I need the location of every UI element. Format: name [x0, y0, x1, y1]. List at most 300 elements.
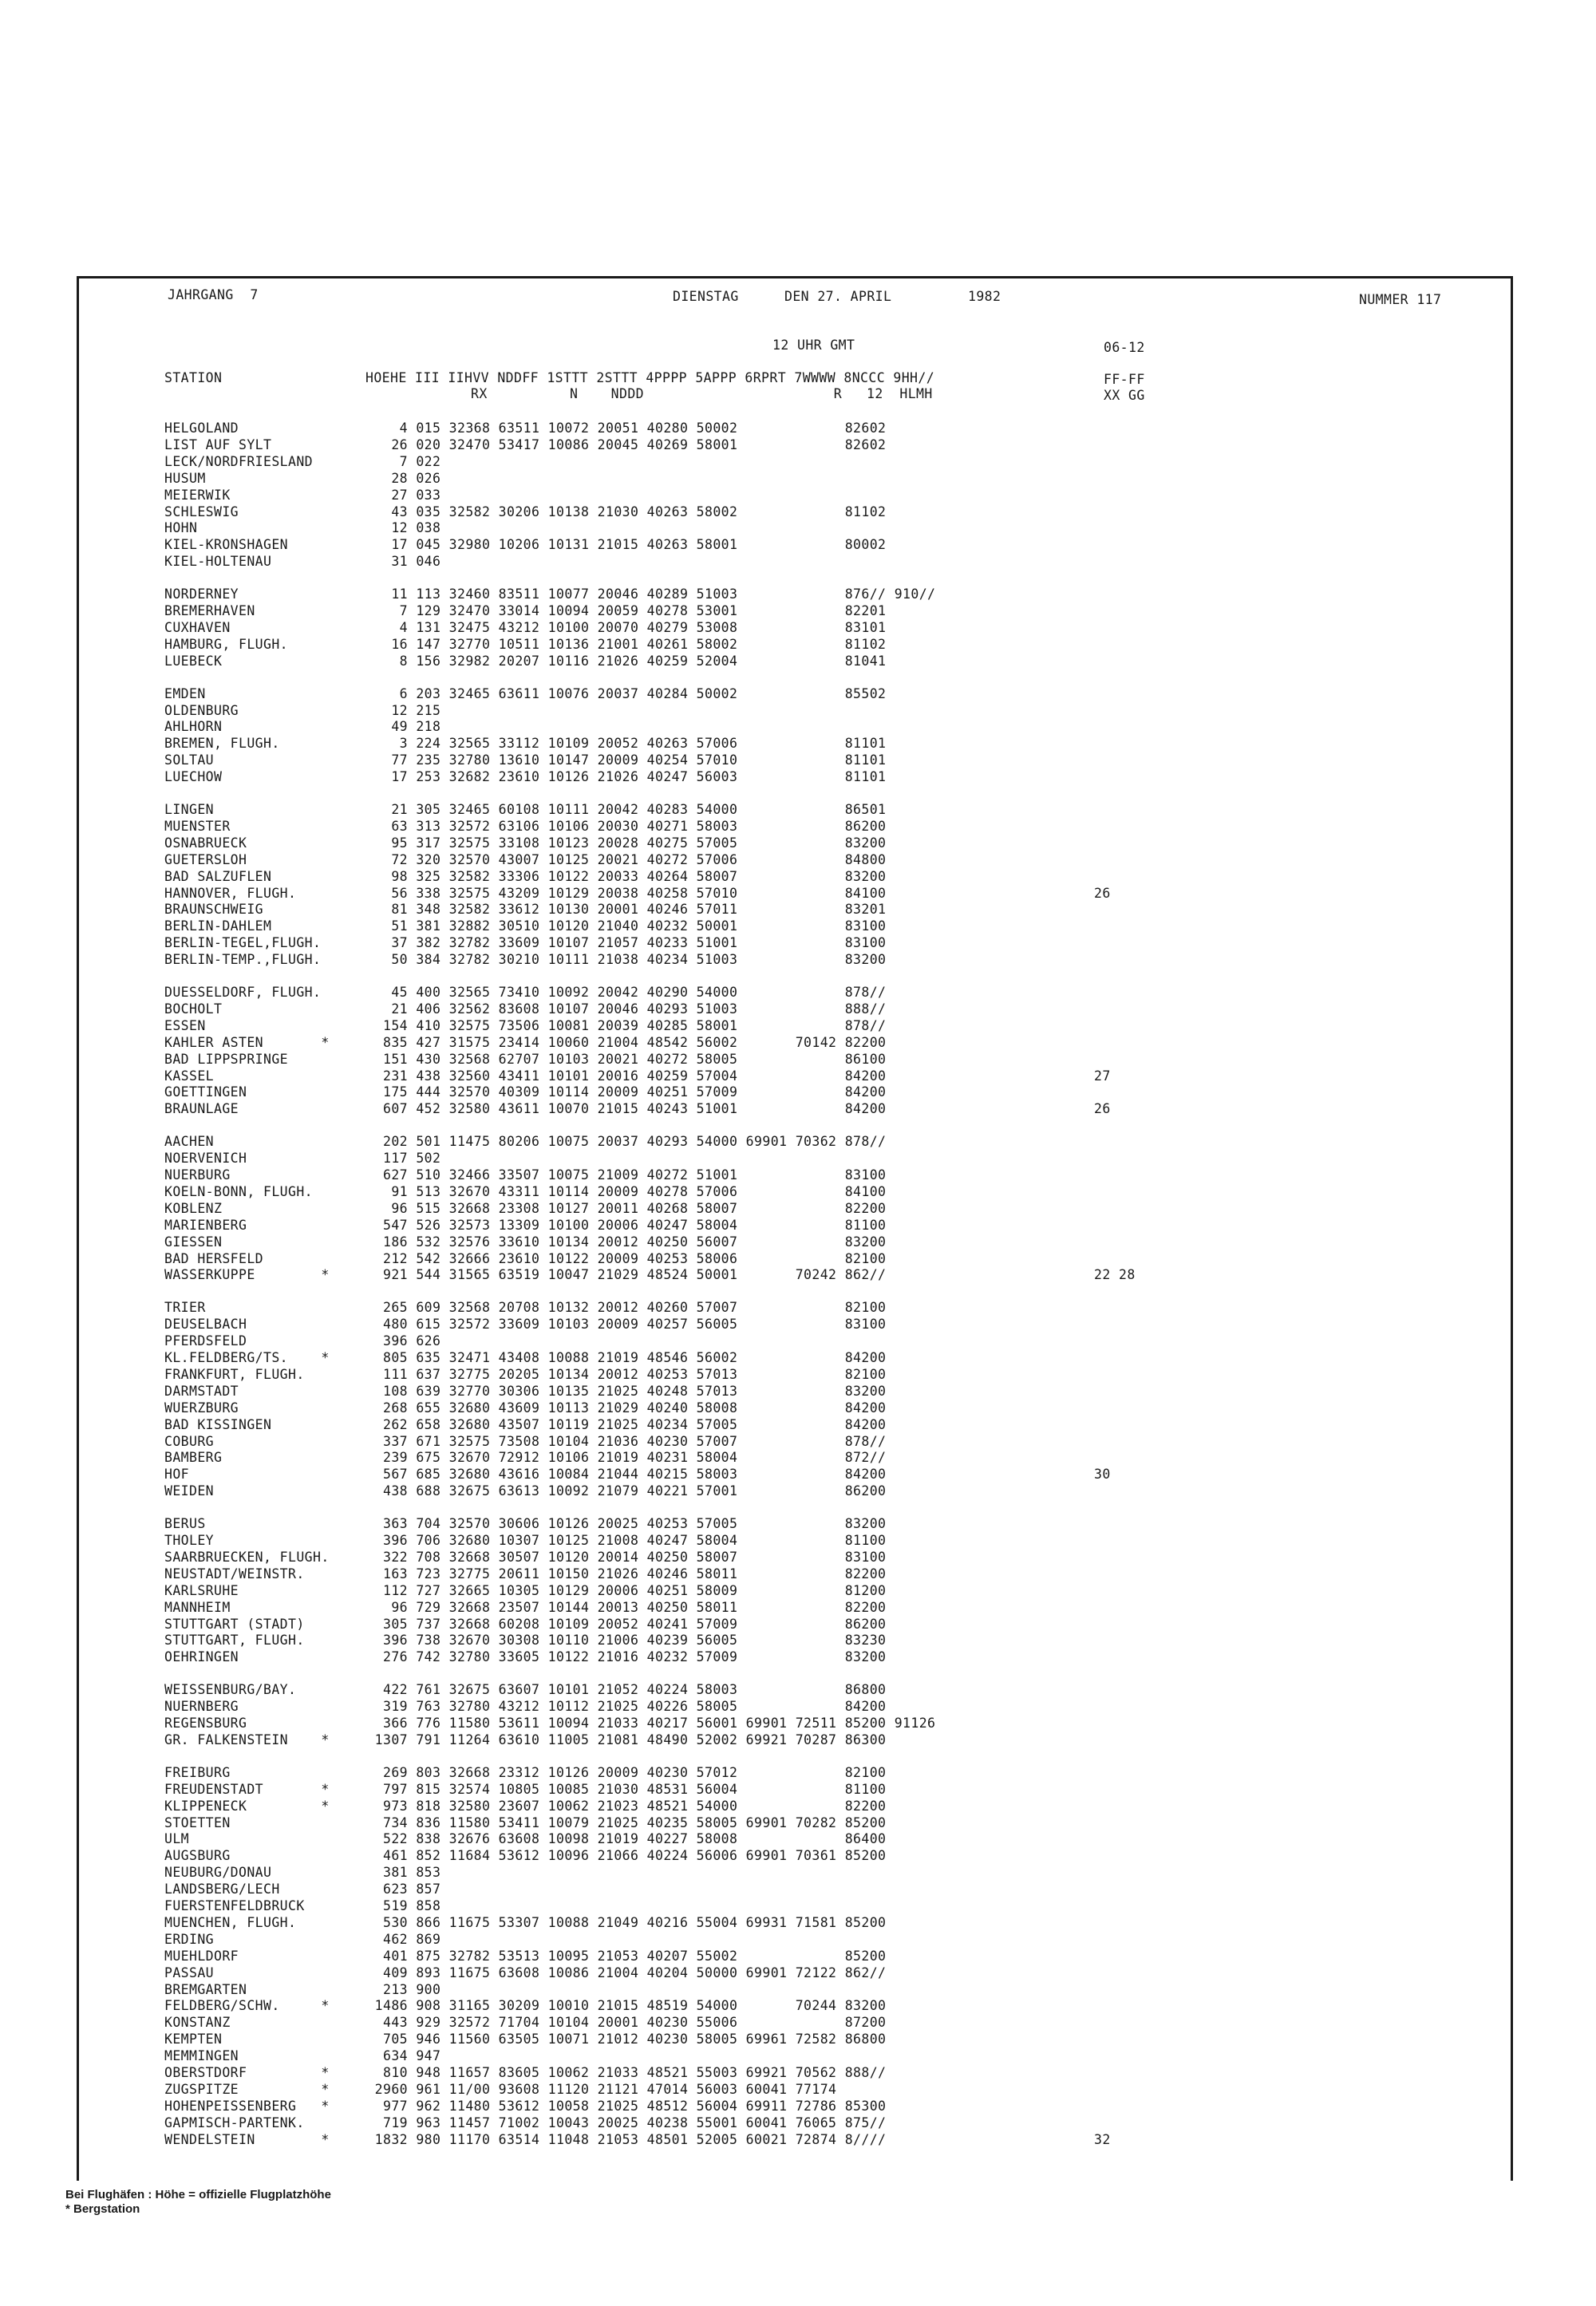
elevation-value: 111 — [382, 1366, 408, 1382]
observation-codes: 544 31565 63519 10047 21029 48524 50001 70242 862// — [408, 1267, 887, 1283]
station-elevation — [383, 1699, 886, 1715]
observation-codes: 502 — [408, 1151, 441, 1167]
elevation-value: 262 — [382, 1416, 408, 1432]
station-name: KOELN-BONN, FLUGH. — [164, 1183, 314, 1199]
elevation-value: 977 — [382, 2098, 408, 2114]
station-elevation — [391, 504, 886, 520]
station-elevation — [383, 1101, 886, 1117]
elevation-value: 530 — [382, 1914, 408, 1930]
observation-codes: 033 — [408, 487, 441, 503]
observation-codes: 708 32668 30507 10120 20014 40250 58007 83100 — [408, 1549, 887, 1565]
station-elevation — [383, 2065, 886, 2081]
station-name: FELDBERG/SCHW. * — [164, 1998, 330, 2014]
station-elevation — [383, 1417, 886, 1433]
elevation-value: 480 — [382, 1317, 408, 1333]
code-columns-subheader: RX N NDDD R 12 HLMH — [471, 386, 933, 401]
elevation-value: 81 — [391, 902, 408, 918]
station-elevation — [391, 586, 935, 602]
station-name: KASSEL — [164, 1068, 215, 1084]
elevation-value: 212 — [382, 1250, 408, 1266]
observation-codes: 320 32570 43007 10125 20021 40272 57006 84800 — [408, 851, 887, 867]
elevation-value: 319 — [382, 1699, 408, 1715]
elevation-value: 3 — [399, 736, 408, 752]
station-name: HAMBURG, FLUGH. — [164, 636, 289, 652]
station-name: THOLEY — [164, 1533, 215, 1548]
observation-codes: 427 31575 23414 10060 21004 48542 56002 70142 82200 — [408, 1034, 887, 1050]
station-elevation — [391, 802, 886, 818]
station-name: MARIENBERG — [164, 1217, 247, 1233]
observation-codes: 761 32675 63607 10101 21052 40224 58003 86800 — [408, 1682, 887, 1698]
observation-codes: 156 32982 20207 10116 21026 40259 52004 81041 — [408, 653, 887, 669]
station-name: MUENCHEN, FLUGH. — [164, 1914, 297, 1930]
date-label: DEN 27. APRIL — [784, 289, 892, 304]
observation-codes: 818 32580 23607 10062 21023 48521 54000 82200 — [408, 1798, 887, 1814]
elevation-value: 810 — [382, 2065, 408, 2080]
station-name: NUERNBERG — [164, 1699, 239, 1715]
station-elevation — [391, 719, 440, 735]
station-name: HUSUM — [164, 470, 206, 486]
station-elevation — [383, 1882, 440, 1897]
station-name: FREIBURG — [164, 1764, 231, 1780]
observation-codes: 510 32466 33507 10075 21009 40272 51001 83100 — [408, 1167, 887, 1183]
station-name: KIEL-KRONSHAGEN — [164, 537, 289, 553]
station-name: HOHN — [164, 520, 198, 536]
station-elevation — [383, 1583, 886, 1599]
observation-codes: 869 — [408, 1931, 441, 1947]
observation-codes: 637 32775 20205 10134 20012 40253 57013 82100 — [408, 1366, 887, 1382]
station-elevation — [383, 1068, 886, 1084]
observation-codes: 218 — [408, 719, 441, 735]
station-name: MEIERWIK — [164, 487, 231, 503]
observation-codes: 948 11657 83605 10062 21033 48521 55003 69921 70562 888// — [408, 2065, 887, 2080]
year-label: 1982 — [968, 289, 1001, 304]
observation-codes: 452 32580 43611 10070 21015 40243 51001 84200 — [408, 1101, 887, 1117]
elevation-value: 443 — [382, 2015, 408, 2031]
observation-codes: 946 11560 63505 10071 21012 40230 58005 69961 72582 86800 — [408, 2032, 887, 2047]
elevation-value: 461 — [382, 1848, 408, 1864]
station-elevation — [383, 1533, 886, 1549]
day-label: DIENSTAG — [673, 289, 739, 304]
station-elevation — [391, 752, 886, 768]
station-elevation — [383, 1300, 886, 1316]
observation-codes: 838 32676 63608 10098 21019 40227 58008 86400 — [408, 1831, 887, 1847]
elevation-value: 231 — [382, 1068, 408, 1084]
elevation-value: 175 — [382, 1084, 408, 1100]
station-name: AUGSBURG — [164, 1848, 231, 1864]
station-name: BAD LIPPSPRINGE — [164, 1051, 289, 1067]
observation-codes: 706 32680 10307 10125 21008 40247 58004 81100 — [408, 1533, 887, 1548]
observation-codes: 947 — [408, 2048, 441, 2064]
observation-codes: 704 32570 30606 10126 20025 40253 57005 83200 — [408, 1516, 887, 1532]
station-elevation — [391, 1201, 886, 1217]
observation-codes: 857 — [408, 1882, 441, 1897]
observation-codes: 382 32782 33609 10107 21057 40233 51001 83100 — [408, 935, 887, 951]
station-elevation — [383, 1333, 440, 1349]
station-name: LIST AUF SYLT — [164, 436, 272, 452]
elevation-value: 268 — [382, 1400, 408, 1416]
observation-codes: 961 11/00 93608 11120 21121 47014 56003 60041 77174 — [408, 2081, 837, 2097]
observation-codes: 836 11580 53411 10079 21025 40235 58005 69901 70282 85200 — [408, 1814, 887, 1830]
station-elevation — [391, 835, 886, 851]
station-elevation — [383, 1151, 440, 1167]
station-name: SOLTAU — [164, 752, 215, 768]
observation-codes: 305 32465 60108 10111 20042 40283 54000 86501 — [408, 802, 887, 817]
ff-value: 27 — [1094, 1068, 1111, 1084]
station-elevation — [375, 2132, 887, 2148]
observation-codes: 609 32568 20708 10132 20012 40260 57007 82100 — [408, 1300, 887, 1316]
station-elevation — [383, 1949, 886, 1964]
station-name: OLDENBURG — [164, 702, 239, 718]
station-elevation — [391, 703, 440, 719]
elevation-value: 627 — [382, 1167, 408, 1183]
station-name: BAD HERSFELD — [164, 1250, 264, 1266]
station-elevation — [391, 1001, 886, 1017]
observation-codes: 866 11675 53307 10088 21049 40216 55004 69931 71581 85200 — [408, 1914, 887, 1930]
station-name: KIEL-HOLTENAU — [164, 554, 272, 570]
station-name: BREMEN, FLUGH. — [164, 736, 280, 752]
station-elevation — [383, 1932, 440, 1948]
station-name: WENDELSTEIN * — [164, 2131, 330, 2147]
observation-codes: 045 32980 10206 10131 21015 40263 58001 80002 — [408, 537, 887, 553]
observation-codes: 235 32780 13610 10147 20009 40254 57010 81101 — [408, 752, 887, 768]
elevation-value: 8 — [399, 653, 408, 669]
elevation-value: 4 — [399, 619, 408, 635]
elevation-value: 269 — [382, 1764, 408, 1780]
station-elevation — [391, 1184, 886, 1200]
observation-codes: 962 11480 53612 10058 21025 48512 56004 69911 72786 85300 — [408, 2098, 887, 2114]
elevation-value: 462 — [382, 1931, 408, 1947]
observation-codes: 532 32576 33610 10134 20012 40250 56007 83200 — [408, 1234, 887, 1250]
elevation-value: 2960 — [374, 2081, 408, 2097]
elevation-value: 7 — [399, 453, 408, 469]
station-elevation — [383, 1350, 886, 1366]
elevation-value: 396 — [382, 1633, 408, 1649]
station-name: ERDING — [164, 1931, 215, 1947]
observation-codes: 858 — [408, 1898, 441, 1913]
station-elevation — [383, 1716, 935, 1731]
observation-codes: 675 32670 72912 10106 21019 40231 58004 872// — [408, 1450, 887, 1466]
elevation-value: 11 — [391, 586, 408, 602]
elevation-value: 56 — [391, 885, 408, 901]
elevation-value: 363 — [382, 1516, 408, 1532]
station-name: PFERDSFELD — [164, 1333, 247, 1349]
station-elevation — [391, 437, 886, 453]
observation-codes: 908 31165 30209 10010 21015 48519 54000 70244 83200 — [408, 1998, 887, 2014]
station-name: HOF — [164, 1467, 190, 1483]
observation-codes: 639 32770 30306 10135 21025 40248 57013 83200 — [408, 1383, 887, 1399]
observation-codes: 430 32568 62707 10103 20021 40272 58005 86100 — [408, 1051, 887, 1067]
station-elevation — [400, 603, 887, 619]
observation-codes: 501 11475 80206 10075 20037 40293 54000 69901 70362 878// — [408, 1134, 887, 1150]
station-elevation — [383, 1434, 886, 1450]
elevation-value: 45 — [391, 985, 408, 1000]
station-name: LUEBECK — [164, 653, 223, 669]
station-name: PASSAU — [164, 1964, 215, 1980]
elevation-value: 202 — [382, 1134, 408, 1150]
elevation-value: 77 — [391, 752, 408, 768]
elevation-value: 49 — [391, 719, 408, 735]
period-label: 06-12 — [1104, 340, 1145, 355]
station-elevation — [383, 1218, 886, 1234]
code-columns-header: HOEHE III IIHVV NDDFF 1STTT 2STTT 4PPPP 5APPP 6RPRT 7WWWW 8NCCC 9HH// — [365, 370, 935, 385]
station-name: NEUBURG/DONAU — [164, 1865, 272, 1881]
observation-codes: 015 32368 63511 10072 20051 40280 50002 82602 — [408, 421, 887, 436]
observation-codes: 224 32565 33112 10109 20052 40263 57006 81101 — [408, 736, 887, 752]
elevation-value: 634 — [382, 2048, 408, 2064]
ff-value: 26 — [1094, 885, 1111, 901]
station-elevation — [391, 886, 886, 902]
station-name: REGENSBURG — [164, 1716, 247, 1731]
station-name: SCHLESWIG — [164, 503, 239, 519]
station-name: STUTTGART, FLUGH. — [164, 1633, 305, 1649]
elevation-value: 734 — [382, 1814, 408, 1830]
observation-codes: 113 32460 83511 10077 20046 40289 51003 876// 910// — [408, 586, 936, 602]
station-name: NUERBURG — [164, 1167, 231, 1183]
elevation-value: 921 — [382, 1267, 408, 1283]
station-name: COBURG — [164, 1433, 215, 1449]
observation-codes: 815 32574 10805 10085 21030 48531 56004 81100 — [408, 1781, 887, 1797]
station-name: LINGEN — [164, 802, 215, 817]
station-column-header: STATION — [164, 370, 223, 385]
station-name: GAPMISCH-PARTENK. — [164, 2114, 305, 2130]
station-elevation — [383, 2015, 886, 2031]
observation-codes: 325 32582 33306 10122 20033 40264 58007 83200 — [408, 868, 887, 884]
observation-codes: 671 32575 73508 10104 21036 40230 57007 878// — [408, 1433, 887, 1449]
elevation-value: 396 — [382, 1533, 408, 1548]
station-elevation — [391, 554, 440, 570]
station-name: OBERSTDORF * — [164, 2065, 330, 2080]
station-name: BERLIN-DAHLEM — [164, 918, 272, 934]
station-name: BOCHOLT — [164, 1001, 223, 1017]
station-name: BRAUNLAGE — [164, 1101, 239, 1117]
station-name: BREMERHAVEN — [164, 603, 255, 618]
ff-value: 22 28 — [1094, 1267, 1136, 1283]
station-name: DUESSELDORF, FLUGH. — [164, 985, 322, 1000]
observation-codes: 253 32682 23610 10126 21026 40247 56003 81101 — [408, 769, 887, 785]
station-name: ESSEN — [164, 1017, 206, 1033]
observation-codes: 338 32575 43209 10129 20038 40258 57010 84100 — [408, 885, 887, 901]
station-elevation — [383, 1134, 886, 1150]
station-elevation — [391, 537, 886, 553]
station-name: NORDERNEY — [164, 586, 239, 602]
observation-codes: 738 32670 30308 10110 21006 40239 56005 83230 — [408, 1633, 887, 1649]
station-name: WEIDEN — [164, 1483, 215, 1499]
station-elevation — [391, 902, 886, 918]
elevation-value: 31 — [391, 554, 408, 570]
station-name: MEMMINGEN — [164, 2048, 239, 2064]
station-name: KEMPTEN — [164, 2032, 223, 2047]
station-name: NOERVENICH — [164, 1151, 247, 1167]
observation-codes: 803 32668 23312 10126 20009 40230 57012 82100 — [408, 1764, 887, 1780]
elevation-value: 835 — [382, 1034, 408, 1050]
station-name: WASSERKUPPE * — [164, 1267, 330, 1283]
observation-codes: 410 32575 73506 10081 20039 40285 58001 878// — [408, 1017, 887, 1033]
station-elevation — [400, 620, 887, 636]
station-elevation — [383, 1035, 886, 1051]
station-name: NEUSTADT/WEINSTR. — [164, 1566, 305, 1581]
station-elevation — [391, 520, 440, 536]
station-name: GOETTINGEN — [164, 1084, 247, 1100]
elevation-value: 151 — [382, 1051, 408, 1067]
station-name: WUERZBURG — [164, 1400, 239, 1416]
observation-codes: 791 11264 63610 11005 21081 48490 52002 69921 70287 86300 — [408, 1731, 887, 1747]
elevation-value: 409 — [382, 1964, 408, 1980]
station-name: KLIPPENECK * — [164, 1798, 330, 1814]
elevation-value: 547 — [382, 1217, 408, 1233]
observation-codes: 900 — [408, 1981, 441, 1997]
station-elevation — [383, 1815, 886, 1831]
observation-codes: 131 32475 43212 10100 20070 40279 53008 83101 — [408, 619, 887, 635]
observation-codes: 022 — [408, 453, 441, 469]
elevation-value: 522 — [382, 1831, 408, 1847]
station-name: BAD KISSINGEN — [164, 1416, 272, 1432]
observation-codes: 742 32780 33605 10122 21016 40232 57009 83200 — [408, 1649, 887, 1665]
station-name: KAHLER ASTEN * — [164, 1034, 330, 1050]
station-name: FRANKFURT, FLUGH. — [164, 1366, 305, 1382]
station-name: LUECHOW — [164, 769, 223, 785]
station-name: HANNOVER, FLUGH. — [164, 885, 297, 901]
station-name: BERLIN-TEMP.,FLUGH. — [164, 952, 322, 968]
elevation-value: 1307 — [374, 1731, 408, 1747]
observation-codes: 526 32573 13309 10100 20006 40247 58004 81100 — [408, 1217, 887, 1233]
station-name: BRAUNSCHWEIG — [164, 902, 264, 918]
footnote-mountain: * Bergstation — [65, 2202, 140, 2216]
station-name: AACHEN — [164, 1134, 215, 1150]
station-elevation — [383, 1467, 886, 1483]
ff-value: 32 — [1094, 2131, 1111, 2147]
station-name: OEHRINGEN — [164, 1649, 239, 1665]
issue-number: NUMMER 117 — [1359, 292, 1442, 307]
station-name: OSNABRUECK — [164, 835, 247, 851]
station-name: LECK/NORDFRIESLAND — [164, 453, 314, 469]
station-elevation — [383, 1566, 886, 1582]
elevation-value: 96 — [391, 1599, 408, 1615]
elevation-value: 27 — [391, 487, 408, 503]
station-elevation — [400, 421, 887, 436]
elevation-value: 366 — [382, 1716, 408, 1731]
observation-codes: 963 11457 71002 10043 20025 40238 55001 60041 76065 875// — [408, 2114, 887, 2130]
observation-codes: 658 32680 43507 10119 21025 40234 57005 84200 — [408, 1416, 887, 1432]
elevation-value: 43 — [391, 503, 408, 519]
station-elevation — [383, 1267, 886, 1283]
observation-codes: 400 32565 73410 10092 20042 40290 54000 878// — [408, 985, 887, 1000]
observation-codes: 776 11580 53611 10094 21033 40217 56001 69901 72511 85200 91126 — [408, 1716, 936, 1731]
station-elevation — [383, 1167, 886, 1183]
station-elevation — [383, 1516, 886, 1532]
station-name: BERUS — [164, 1516, 206, 1532]
elevation-value: 98 — [391, 868, 408, 884]
observation-codes: 542 32666 23610 10122 20009 40253 58006 82100 — [408, 1250, 887, 1266]
station-elevation — [383, 1782, 886, 1798]
elevation-value: 623 — [382, 1882, 408, 1897]
station-name: FREUDENSTADT * — [164, 1781, 330, 1797]
elevation-value: 117 — [382, 1151, 408, 1167]
station-elevation — [383, 1084, 886, 1100]
station-name: KONSTANZ — [164, 2015, 231, 2031]
elevation-value: 1486 — [374, 1998, 408, 2014]
station-name: LANDSBERG/LECH — [164, 1882, 280, 1897]
station-elevation — [400, 736, 887, 752]
station-name: KOBLENZ — [164, 1200, 223, 1216]
station-elevation — [383, 1898, 440, 1914]
elevation-value: 276 — [382, 1649, 408, 1665]
observation-codes: 444 32570 40309 10114 20009 40251 57009 84200 — [408, 1084, 887, 1100]
footnote-airport: Bei Flughäfen : Höhe = offizielle Flugplatzhöhe — [65, 2188, 331, 2201]
elevation-value: 239 — [382, 1450, 408, 1466]
station-elevation — [400, 454, 441, 470]
station-name: WEISSENBURG/BAY. — [164, 1682, 297, 1698]
observation-codes: 615 32572 33609 10103 20009 40257 56005 83100 — [408, 1317, 887, 1333]
elevation-value: 7 — [399, 603, 408, 618]
station-name: HOHENPEISSENBERG * — [164, 2098, 330, 2114]
station-elevation — [375, 2082, 837, 2098]
station-name: ULM — [164, 1831, 190, 1847]
elevation-value: 401 — [382, 1948, 408, 1964]
elevation-value: 21 — [391, 802, 408, 817]
observation-codes: 348 32582 33612 10130 20001 40246 57011 83201 — [408, 902, 887, 918]
elevation-value: 1832 — [374, 2131, 408, 2147]
station-name: AHLHORN — [164, 719, 223, 735]
elevation-value: 4 — [399, 421, 408, 436]
ff-value: 30 — [1094, 1467, 1111, 1483]
elevation-value: 422 — [382, 1682, 408, 1698]
station-elevation — [383, 2032, 886, 2047]
elevation-value: 28 — [391, 470, 408, 486]
station-name: GIESSEN — [164, 1234, 223, 1250]
elevation-value: 797 — [382, 1781, 408, 1797]
station-elevation — [383, 1317, 886, 1333]
elevation-value: 567 — [382, 1467, 408, 1483]
station-elevation — [383, 1965, 886, 1981]
station-elevation — [400, 653, 887, 669]
station-elevation — [383, 1848, 886, 1864]
observation-codes: 035 32582 30206 10138 21030 40263 58002 81102 — [408, 503, 887, 519]
station-elevation — [383, 1799, 886, 1814]
observation-codes: 635 32471 43408 10088 21019 48546 56002 84200 — [408, 1350, 887, 1365]
station-elevation — [383, 1018, 886, 1034]
station-elevation — [391, 488, 440, 503]
station-elevation — [391, 918, 886, 934]
ff-value: 26 — [1094, 1101, 1111, 1117]
observation-codes: 737 32668 60208 10109 20052 40241 57009 86200 — [408, 1616, 887, 1632]
observation-codes: 406 32562 83608 10107 20046 40293 51003 888// — [408, 1001, 887, 1017]
observation-codes: 929 32572 71704 10104 20001 40230 55006 87200 — [408, 2015, 887, 2031]
observation-codes: 147 32770 10511 10136 21001 40261 58002 81102 — [408, 636, 887, 652]
station-name: FUERSTENFELDBRUCK — [164, 1898, 305, 1913]
station-elevation — [391, 852, 886, 868]
observation-codes: 980 11170 63514 11048 21053 48501 52005 60021 72874 8//// — [408, 2131, 887, 2147]
elevation-value: 154 — [382, 1017, 408, 1033]
elevation-value: 337 — [382, 1433, 408, 1449]
station-elevation — [391, 985, 886, 1001]
elevation-value: 91 — [391, 1183, 408, 1199]
station-name: HELGOLAND — [164, 421, 239, 436]
observation-codes: 384 32782 30210 10111 21038 40234 51003 83200 — [408, 952, 887, 968]
station-elevation — [391, 1600, 886, 1616]
station-name: TRIER — [164, 1300, 206, 1316]
station-elevation — [375, 1732, 887, 1748]
station-elevation — [391, 952, 886, 968]
station-name: ZUGSPITZE * — [164, 2081, 330, 2097]
station-elevation — [383, 1617, 886, 1633]
observation-codes: 317 32575 33108 10123 20028 40275 57005 83200 — [408, 835, 887, 851]
station-elevation — [383, 1649, 886, 1665]
observation-codes: 723 32775 20611 10150 21026 40246 58011 82200 — [408, 1566, 887, 1581]
station-name: MANNHEIM — [164, 1599, 231, 1615]
station-elevation — [391, 471, 440, 487]
time-label: 12 UHR GMT — [772, 338, 855, 353]
observation-codes: 203 32465 63611 10076 20037 40284 50002 85502 — [408, 685, 887, 701]
